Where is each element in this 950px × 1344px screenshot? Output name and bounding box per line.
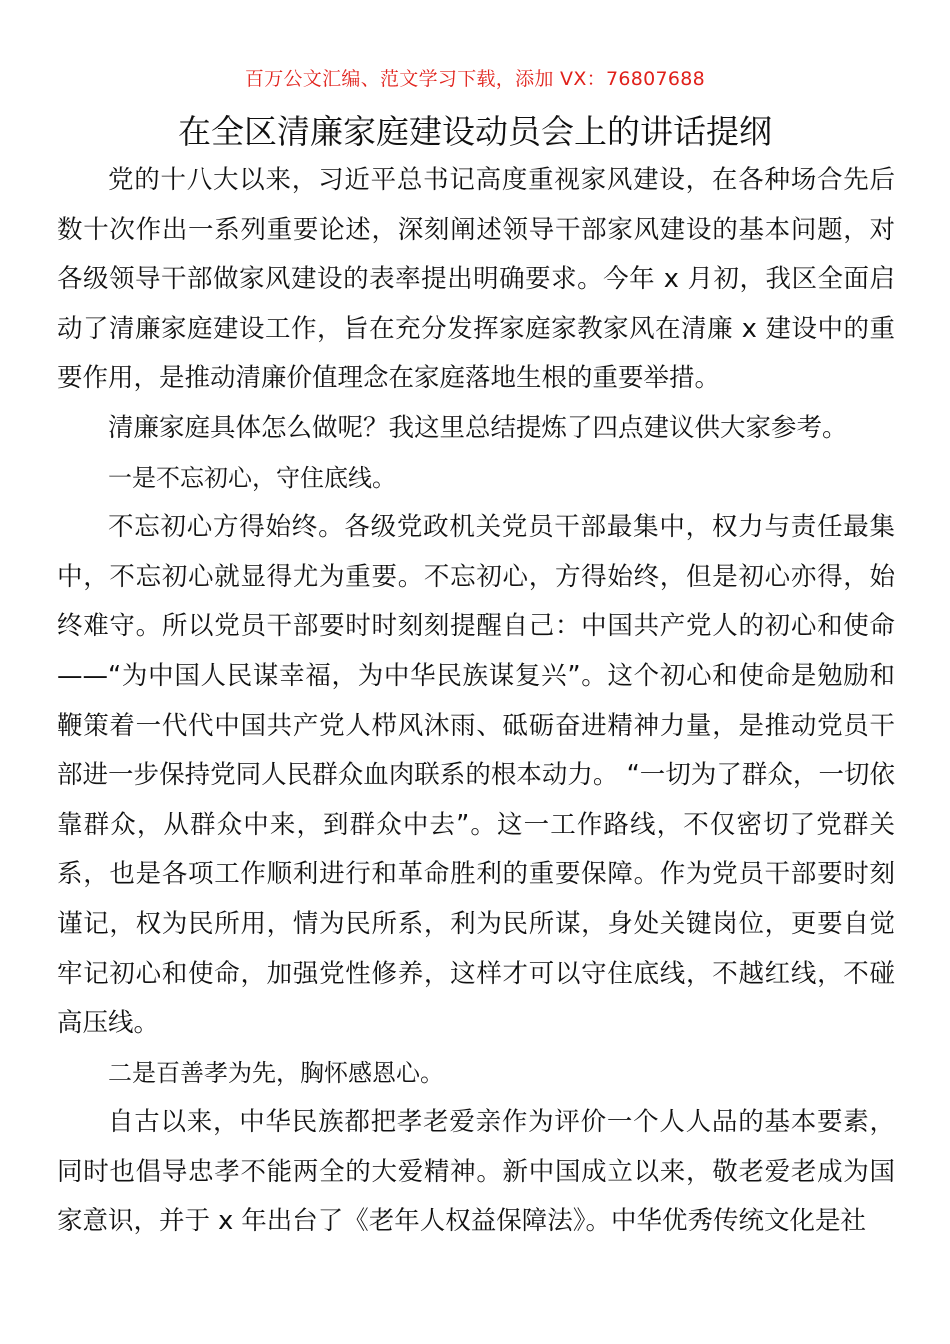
paragraph-section-1: 不忘初心方得始终。各级党政机关党员干部最集中，权力与责任最集中，不忘初心就显得尤为重要。不忘初心，方得始终，但是初心亦得，始终难守。所以党员干部要时时刻刻提醒自己：中国共产党人的初心和使命——“为中国人民谋幸福，为中华民族谋复兴”。这个初心和使命是勉励和鞭策着一代代中国共产党人栉风沐雨、砥砺奋进精神力量，是推动党员干部进一步保持党同人民群众血肉联系的根本动力。 “一切为了群众，一切依靠群众，从群众中来，到群众中去”。这一工作路线，不仅密切了党群关系，也是各项工作顺利进行和革命胜利的重要保障。作为党员干部要时刻谨记，权为民所用，情为民所系，利为民所谋，身处关键岗位，更要自觉牢记初心和使命，加强党性修养，这样才可以守住底线，不越红线，不碰高压线。	[57, 512, 895, 1039]
paragraph-suggestions-lead: 清廉家庭具体怎么做呢？我这里总结提炼了四点建议供大家参考。	[108, 412, 848, 443]
document-title: 在全区清廉家庭建设动员会上的讲话提纲	[178, 112, 772, 151]
promo-header-note: 百万公文汇编、范文学习下载，添加 VX：76807688	[244, 68, 706, 90]
paragraph-section-2: 自古以来，中华民族都把孝老爱亲作为评价一个人人品的基本要素，同时也倡导忠孝不能两全的大爱精神。新中国成立以来，敬老爱老成为国家意识，并于 x 年出台了《老年人权益保障法》。中华优秀传统文化是社	[57, 1107, 895, 1237]
document-body	[57, 156, 895, 1247]
section-heading-2: 二是百善孝为先，胸怀感恩心。	[108, 1058, 444, 1087]
section-heading-1: 一是不忘初心，守住底线。	[108, 463, 396, 492]
paragraph-intro: 党的十八大以来，习近平总书记高度重视家风建设，在各种场合先后数十次作出一系列重要论述，深刻阐述领导干部家风建设的基本问题，对各级领导干部做家风建设的表率提出明确要求。今年 x 月初，我区全面启动了清廉家庭建设工作，旨在充分发挥家庭家教家风在清廉 x 建设中的重要作用，是推动清廉价值理念在家庭落地生根的重要举措。	[57, 165, 895, 394]
